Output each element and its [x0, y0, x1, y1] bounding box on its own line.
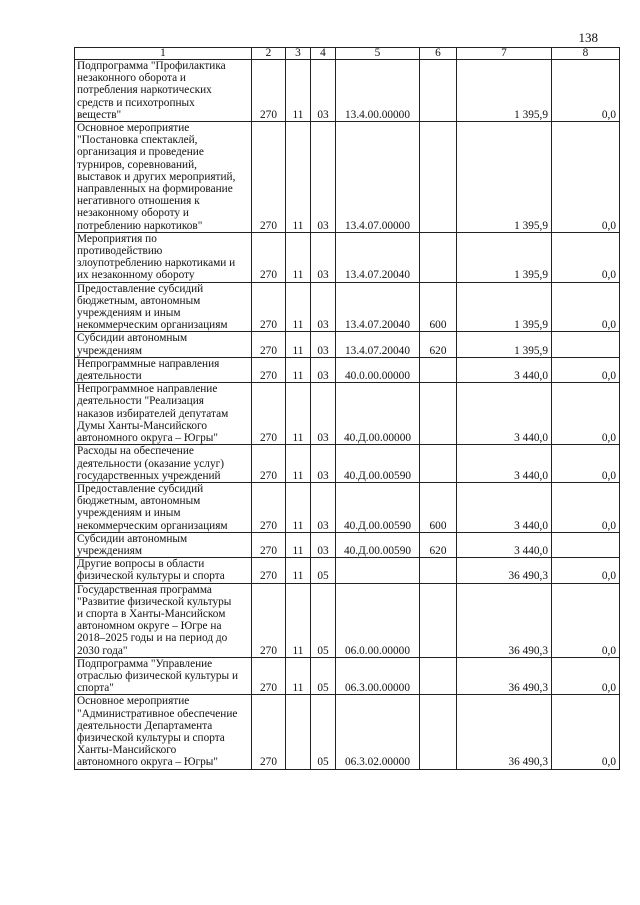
cell-target-article: 13.4.07.20040	[336, 282, 420, 332]
cell-ministry: 270	[252, 583, 286, 657]
cell-expense-type	[420, 60, 457, 122]
cell-section: 11	[286, 282, 311, 332]
col-header: 2	[252, 48, 286, 60]
cell-amount-2: 0,0	[552, 583, 620, 657]
row-name: Подпрограмма "Профилактика незаконного оборота и потребления наркотических средств и психотропных веществ"	[75, 60, 252, 122]
row-name: Мероприятия по противодействию злоупотреблению наркотиками и их незаконному обороту	[75, 232, 252, 282]
row-name: Подпрограмма "Управление отраслью физической культуры и спорта"	[75, 657, 252, 695]
cell-section: 11	[286, 332, 311, 357]
row-name: Субсидии автономным учреждениям	[75, 532, 252, 557]
cell-subsection: 03	[311, 445, 336, 483]
cell-target-article: 06.3.00.00000	[336, 657, 420, 695]
cell-section: 11	[286, 60, 311, 122]
cell-amount: 36 490,3	[457, 558, 552, 583]
row-name: Предоставление субсидий бюджетным, автономным учреждениям и иным некоммерческим организациям	[75, 282, 252, 332]
cell-amount: 1 395,9	[457, 332, 552, 357]
row-name: Непрограммные направления деятельности	[75, 357, 252, 382]
cell-expense-type: 620	[420, 332, 457, 357]
cell-expense-type	[420, 657, 457, 695]
row-name: Субсидии автономным учреждениям	[75, 332, 252, 357]
cell-section	[286, 695, 311, 769]
cell-amount: 3 440,0	[457, 383, 552, 445]
cell-amount: 36 490,3	[457, 583, 552, 657]
cell-target-article: 06.3.02.00000	[336, 695, 420, 769]
header-row	[75, 48, 620, 60]
cell-ministry: 270	[252, 558, 286, 583]
cell-amount: 3 440,0	[457, 532, 552, 557]
cell-ministry: 270	[252, 695, 286, 769]
cell-amount-2: 0,0	[552, 482, 620, 532]
row-name: Расходы на обеспечение деятельности (оказание услуг) государственных учреждений	[75, 445, 252, 483]
cell-section: 11	[286, 122, 311, 233]
cell-target-article: 40.Д.00.00590	[336, 482, 420, 532]
row-name: Другие вопросы в области физической культуры и спорта	[75, 558, 252, 583]
cell-amount-2: 0,0	[552, 657, 620, 695]
cell-section: 11	[286, 532, 311, 557]
cell-amount-2: 0,0	[552, 232, 620, 282]
cell-target-article: 13.4.07.20040	[336, 332, 420, 357]
cell-expense-type	[420, 232, 457, 282]
cell-subsection: 05	[311, 558, 336, 583]
cell-amount-2: 0,0	[552, 558, 620, 583]
cell-ministry: 270	[252, 532, 286, 557]
cell-target-article: 40.Д.00.00000	[336, 383, 420, 445]
cell-subsection: 03	[311, 332, 336, 357]
cell-amount-2: 0,0	[552, 357, 620, 382]
cell-amount-2: 0,0	[552, 122, 620, 233]
table-row	[75, 332, 620, 357]
cell-target-article: 13.4.00.00000	[336, 60, 420, 122]
cell-amount: 3 440,0	[457, 482, 552, 532]
cell-expense-type: 620	[420, 532, 457, 557]
cell-ministry: 270	[252, 60, 286, 122]
cell-amount-2: 0,0	[552, 445, 620, 483]
cell-ministry: 270	[252, 122, 286, 233]
col-header: 7	[457, 48, 552, 60]
cell-subsection: 05	[311, 695, 336, 769]
cell-subsection: 03	[311, 532, 336, 557]
cell-expense-type	[420, 583, 457, 657]
col-header: 6	[420, 48, 457, 60]
row-name: Непрограммное направление деятельности "Реализация наказов избирателей депутатам Думы Ханты-Мансийского автономного округа – Югры"	[75, 383, 252, 445]
cell-section: 11	[286, 445, 311, 483]
cell-expense-type	[420, 695, 457, 769]
cell-expense-type: 600	[420, 282, 457, 332]
budget-table	[74, 47, 620, 770]
cell-amount-2: 0,0	[552, 383, 620, 445]
table-row	[75, 232, 620, 282]
cell-section: 11	[286, 558, 311, 583]
cell-target-article: 13.4.07.00000	[336, 122, 420, 233]
cell-section: 11	[286, 232, 311, 282]
cell-subsection: 03	[311, 383, 336, 445]
cell-ministry: 270	[252, 482, 286, 532]
row-name: Основное мероприятие "Постановка спектаклей, организация и проведение турниров, соревнований, выставок и других мероприятий, направленных на формирование негативного отношения к незаконному обороту и потреблению наркотиков"	[75, 122, 252, 233]
cell-amount: 1 395,9	[457, 232, 552, 282]
cell-ministry: 270	[252, 332, 286, 357]
cell-amount-2	[552, 332, 620, 357]
cell-amount: 1 395,9	[457, 282, 552, 332]
cell-subsection: 03	[311, 482, 336, 532]
cell-subsection: 03	[311, 282, 336, 332]
cell-target-article: 40.Д.00.00590	[336, 532, 420, 557]
cell-amount-2: 0,0	[552, 695, 620, 769]
col-header: 4	[311, 48, 336, 60]
cell-expense-type	[420, 558, 457, 583]
cell-amount: 36 490,3	[457, 695, 552, 769]
cell-expense-type: 600	[420, 482, 457, 532]
page-number: 138	[578, 30, 598, 45]
table-row	[75, 695, 620, 769]
cell-subsection: 03	[311, 357, 336, 382]
cell-ministry: 270	[252, 232, 286, 282]
cell-ministry: 270	[252, 282, 286, 332]
table-row	[75, 282, 620, 332]
table-row	[75, 445, 620, 483]
table-row	[75, 383, 620, 445]
col-header: 3	[286, 48, 311, 60]
table-row	[75, 357, 620, 382]
cell-subsection: 03	[311, 60, 336, 122]
table-row	[75, 482, 620, 532]
col-header: 8	[552, 48, 620, 60]
cell-amount: 1 395,9	[457, 60, 552, 122]
cell-expense-type	[420, 383, 457, 445]
cell-amount-2: 0,0	[552, 60, 620, 122]
cell-ministry: 270	[252, 383, 286, 445]
cell-ministry: 270	[252, 445, 286, 483]
cell-amount: 3 440,0	[457, 445, 552, 483]
cell-target-article: 13.4.07.20040	[336, 232, 420, 282]
cell-expense-type	[420, 357, 457, 382]
cell-target-article: 40.0.00.00000	[336, 357, 420, 382]
table-row	[75, 583, 620, 657]
table-row	[75, 122, 620, 233]
cell-expense-type	[420, 122, 457, 233]
cell-section: 11	[286, 657, 311, 695]
table-row	[75, 532, 620, 557]
cell-amount-2	[552, 532, 620, 557]
col-header: 1	[75, 48, 252, 60]
cell-subsection: 03	[311, 122, 336, 233]
cell-ministry: 270	[252, 657, 286, 695]
cell-subsection: 05	[311, 583, 336, 657]
cell-subsection: 05	[311, 657, 336, 695]
cell-target-article: 06.0.00.00000	[336, 583, 420, 657]
table-row	[75, 657, 620, 695]
table-row	[75, 558, 620, 583]
cell-section: 11	[286, 482, 311, 532]
cell-amount: 3 440,0	[457, 357, 552, 382]
cell-ministry: 270	[252, 357, 286, 382]
cell-section: 11	[286, 357, 311, 382]
row-name: Государственная программа "Развитие физической культуры и спорта в Ханты-Мансийском автономном округе – Югре на 2018–2025 годы и на период до 2030 года"	[75, 583, 252, 657]
cell-target-article: 40.Д.00.00590	[336, 445, 420, 483]
table-row	[75, 60, 620, 122]
row-name: Основное мероприятие "Административное обеспечение деятельности Департамента физической культуры и спорта Ханты-Мансийского автономного округа – Югры"	[75, 695, 252, 769]
cell-amount: 1 395,9	[457, 122, 552, 233]
row-name: Предоставление субсидий бюджетным, автономным учреждениям и иным некоммерческим организациям	[75, 482, 252, 532]
cell-section: 11	[286, 583, 311, 657]
cell-section: 11	[286, 383, 311, 445]
cell-expense-type	[420, 445, 457, 483]
cell-subsection: 03	[311, 232, 336, 282]
col-header: 5	[336, 48, 420, 60]
cell-amount: 36 490,3	[457, 657, 552, 695]
cell-amount-2: 0,0	[552, 282, 620, 332]
cell-target-article	[336, 558, 420, 583]
